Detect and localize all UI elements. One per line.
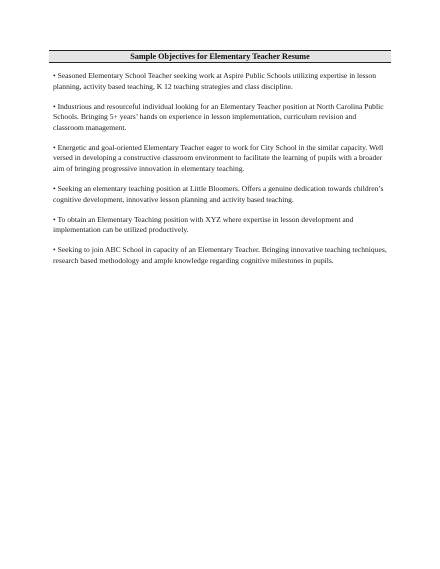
objectives-list — [53, 71, 388, 276]
objective-text: Seeking to join ABC School in capacity of an Elementary Teacher. Bringing innovative teaching techniques, research based methodology and ample knowledge regarding cognitive milestones in pupils. — [53, 245, 387, 265]
objective-item — [53, 215, 388, 236]
objective-item — [53, 143, 388, 175]
document-title: Sample Objectives for Elementary Teacher Resume — [130, 52, 310, 61]
bullet-icon: • — [53, 183, 56, 193]
objective-text: To obtain an Elementary Teaching position with XYZ where expertise in lesson development and implementation can be utilized productively. — [53, 214, 354, 235]
bullet-icon: • — [53, 245, 56, 255]
objective-item — [53, 71, 388, 92]
bullet-icon: • — [53, 214, 56, 224]
bullet-icon: • — [53, 101, 56, 111]
bullet-icon: • — [53, 142, 56, 152]
bullet-icon: • — [53, 71, 56, 80]
objective-text: Industrious and resourceful individual looking for an Elementary Teacher position at North Carolina Public Schools. Bringing 5+ years’ hands on experience in lesson implementation, curriculum revision and classroom management. — [53, 101, 384, 132]
objective-text: Seeking an elementary teaching position at Little Bloomers. Offers a genuine dedication towards children’s cognitive development, innovative lesson planning and activity based teaching. — [53, 183, 384, 204]
objective-text: Energetic and goal-oriented Elementary Teacher eager to work for City School in the similar capacity. Well versed in developing a constructive classroom environment to facilitate the learning of pupils with a broader aim of bringing progressive innovation in elementary teaching. — [53, 142, 384, 173]
objective-item — [53, 245, 388, 266]
objective-item — [53, 184, 388, 205]
document-title-bar — [49, 50, 391, 63]
objective-item — [53, 102, 388, 134]
objective-text: Seasoned Elementary School Teacher seeking work at Aspire Public Schools utilizing expertise in lesson planning, activity based teaching, K 12 teaching strategies and class discipline. — [53, 71, 376, 91]
